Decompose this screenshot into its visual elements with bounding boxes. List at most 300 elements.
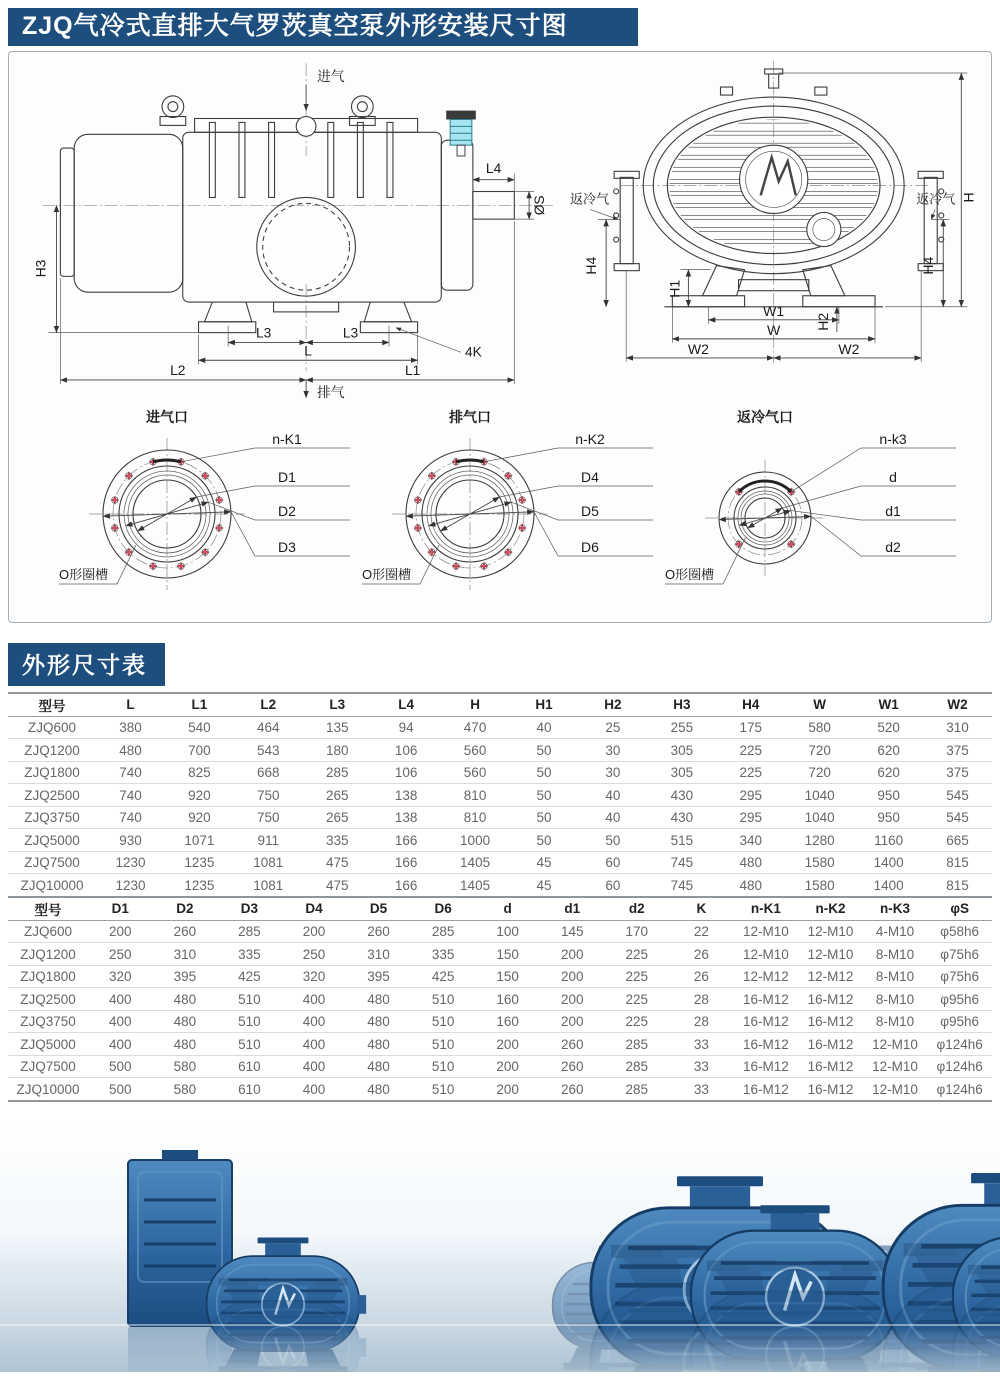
- value-cell: 620: [877, 765, 900, 780]
- value-cell: 310: [946, 720, 969, 735]
- flange-dim-label: D2: [278, 502, 296, 519]
- table-row: [8, 1078, 992, 1101]
- column-header: d: [503, 901, 512, 917]
- value-cell: 395: [367, 969, 390, 984]
- table-row: [8, 806, 992, 829]
- value-cell: 33: [693, 1036, 709, 1052]
- value-cell: 260: [560, 1036, 584, 1052]
- value-cell: 295: [739, 787, 763, 803]
- model-cell: ZJQ3750: [20, 1014, 76, 1029]
- flange-dim-label: D5: [581, 502, 599, 519]
- pump-body-outline: [60, 96, 514, 333]
- value-cell: 225: [739, 765, 763, 780]
- value-cell: 1405: [460, 855, 491, 870]
- column-header: H2: [604, 697, 622, 713]
- dim-label-l2: L2: [170, 361, 186, 378]
- value-cell: 166: [394, 877, 418, 893]
- flange-groove-label: O形圈槽: [362, 566, 412, 582]
- value-cell: 150: [496, 969, 519, 984]
- value-cell: 580: [808, 720, 831, 735]
- value-cell: 285: [238, 924, 261, 939]
- value-cell: 825: [188, 765, 211, 780]
- breather-valve: [446, 110, 476, 155]
- value-cell: 745: [670, 855, 694, 870]
- value-cell: 8-M10: [875, 946, 915, 962]
- column-header: D2: [176, 901, 194, 917]
- model-cell: ZJQ1800: [20, 969, 76, 984]
- value-cell: 200: [560, 991, 584, 1007]
- column-header: H1: [535, 697, 553, 713]
- value-cell: 375: [946, 742, 969, 758]
- value-cell: 920: [188, 787, 211, 803]
- value-cell: 400: [302, 1081, 326, 1097]
- flange-dim-label: D3: [278, 538, 296, 555]
- value-cell: 145: [560, 924, 584, 939]
- value-cell: 200: [560, 1014, 584, 1029]
- dim-label-h: H: [959, 192, 976, 203]
- model-cell: ZJQ5000: [20, 1036, 76, 1052]
- column-header: K: [696, 901, 707, 917]
- page-title: ZJQ气冷式直排大气罗茨真空泵外形安装尺寸图: [8, 8, 638, 46]
- flange-detail-exhaust: [358, 406, 658, 598]
- value-cell: 12-M10: [872, 1081, 918, 1097]
- value-cell: 285: [625, 1081, 649, 1097]
- value-cell: 138: [394, 810, 418, 825]
- value-cell: 16-M12: [743, 991, 789, 1007]
- value-cell: 16-M12: [743, 1059, 789, 1074]
- value-cell: 8-M10: [875, 969, 915, 984]
- dimension-table-2: [8, 898, 992, 1102]
- value-cell: 250: [109, 946, 132, 962]
- value-cell: 1580: [804, 855, 835, 870]
- dim-label-w2-left: W2: [687, 340, 709, 357]
- column-header: d2: [628, 901, 645, 917]
- value-cell: 950: [877, 787, 900, 803]
- value-cell: 665: [946, 832, 969, 848]
- bolt-hole-marker: [519, 524, 526, 531]
- bolt-hole-marker: [414, 524, 421, 531]
- value-cell: 620: [877, 742, 900, 758]
- value-cell: 200: [560, 969, 584, 984]
- section-title: 外形尺寸表: [8, 643, 165, 686]
- column-header: L3: [329, 697, 346, 713]
- value-cell: 106: [394, 742, 418, 758]
- side-exhaust-label: 排气: [316, 383, 345, 400]
- value-cell: 260: [367, 924, 390, 939]
- value-cell: 480: [367, 1014, 390, 1029]
- value-cell: 25: [605, 720, 621, 735]
- value-cell: 510: [238, 991, 261, 1007]
- column-header: n-K2: [815, 901, 846, 917]
- value-cell: 4-M10: [875, 924, 915, 939]
- bolt-hole-marker: [111, 524, 118, 531]
- table-row: [8, 988, 992, 1011]
- value-cell: 12-M10: [807, 924, 854, 939]
- value-cell: 26: [693, 946, 709, 962]
- value-cell: 750: [257, 810, 280, 825]
- value-cell: 545: [946, 787, 969, 803]
- value-cell: 750: [257, 787, 280, 803]
- flange-dim-label: d1: [885, 502, 901, 519]
- value-cell: 425: [431, 969, 455, 984]
- return-air-label-right: 返冷气: [915, 191, 955, 207]
- value-cell: 740: [119, 810, 142, 825]
- flange-detail-intake: [55, 406, 355, 598]
- value-cell: 400: [302, 1036, 326, 1052]
- value-cell: 335: [238, 946, 261, 962]
- dim-label-w: W: [766, 321, 780, 338]
- value-cell: 12-M10: [743, 924, 789, 939]
- value-cell: 40: [605, 810, 621, 825]
- value-cell: 225: [625, 991, 649, 1007]
- value-cell: 400: [302, 1059, 326, 1074]
- value-cell: 16-M12: [807, 1014, 854, 1029]
- return-air-label-left: 返冷气: [569, 191, 609, 207]
- value-cell: 16-M12: [807, 991, 854, 1007]
- value-cell: 12-M10: [807, 946, 854, 962]
- value-cell: 400: [109, 991, 132, 1007]
- value-cell: 260: [173, 924, 197, 939]
- model-cell: ZJQ10000: [16, 1081, 80, 1097]
- value-cell: 265: [325, 810, 349, 825]
- value-cell: 33: [693, 1081, 709, 1097]
- value-cell: 60: [605, 855, 621, 870]
- value-cell: 500: [109, 1081, 132, 1097]
- value-cell: 225: [625, 969, 649, 984]
- value-cell: 400: [109, 1014, 132, 1029]
- value-cell: 610: [238, 1081, 261, 1097]
- floor-fade: [0, 1326, 1000, 1372]
- value-cell: 810: [463, 810, 487, 825]
- flange-title: 排气口: [449, 408, 491, 425]
- value-cell: 16-M12: [807, 1081, 854, 1097]
- column-header: H4: [742, 697, 760, 713]
- model-cell: ZJQ1200: [24, 742, 80, 758]
- value-cell: 320: [302, 969, 326, 984]
- value-cell: 138: [394, 787, 418, 803]
- value-cell: 400: [302, 991, 326, 1007]
- model-cell: ZJQ7500: [24, 855, 80, 870]
- value-cell: φ58h6: [940, 924, 980, 939]
- value-cell: 94: [398, 720, 414, 735]
- value-cell: 464: [257, 720, 280, 735]
- value-cell: 500: [109, 1059, 132, 1074]
- value-cell: 480: [119, 742, 142, 758]
- value-cell: 475: [325, 855, 349, 870]
- table-row: [8, 943, 992, 966]
- column-header: D5: [369, 901, 388, 917]
- value-cell: 810: [463, 787, 487, 803]
- value-cell: 380: [119, 720, 142, 735]
- value-cell: 305: [670, 765, 694, 780]
- value-cell: 950: [877, 810, 900, 825]
- value-cell: 815: [946, 855, 969, 870]
- model-cell: ZJQ2500: [20, 991, 76, 1007]
- brand-logo-circle: [739, 145, 807, 213]
- value-cell: 200: [496, 1059, 519, 1074]
- bolt-hole-marker: [149, 562, 156, 569]
- value-cell: 40: [605, 787, 621, 803]
- value-cell: 255: [670, 720, 694, 735]
- flange-bolt-label: n-K2: [575, 430, 605, 447]
- value-cell: 160: [496, 991, 519, 1007]
- value-cell: 12-M10: [872, 1036, 918, 1052]
- value-cell: 1230: [115, 855, 146, 870]
- value-cell: 50: [536, 832, 552, 848]
- value-cell: 200: [496, 1081, 519, 1097]
- value-cell: 1081: [253, 855, 284, 870]
- value-cell: 510: [431, 1014, 455, 1029]
- flange-title: 进气口: [146, 408, 188, 425]
- value-cell: 395: [173, 969, 197, 984]
- model-cell: ZJQ1200: [20, 946, 76, 962]
- table-row: [8, 1010, 992, 1033]
- intake-port: [296, 116, 316, 136]
- table-row: [8, 1055, 992, 1078]
- value-cell: 480: [173, 1014, 197, 1029]
- value-cell: 1235: [184, 877, 215, 893]
- value-cell: 295: [739, 810, 763, 825]
- value-cell: 305: [670, 742, 694, 758]
- value-cell: 200: [560, 946, 584, 962]
- value-cell: 520: [877, 720, 900, 735]
- value-cell: 45: [536, 855, 552, 870]
- flange-dim-label: D4: [581, 468, 599, 485]
- value-cell: 106: [394, 765, 418, 780]
- value-cell: 50: [536, 787, 552, 803]
- column-header: H: [470, 697, 480, 713]
- value-cell: 540: [188, 720, 211, 735]
- value-cell: φ124h6: [936, 1036, 983, 1052]
- dim-label-h3: H3: [32, 259, 49, 278]
- value-cell: 930: [119, 832, 142, 848]
- value-cell: 50: [536, 810, 552, 825]
- value-cell: 22: [693, 924, 709, 939]
- value-cell: 430: [670, 787, 694, 803]
- model-cell: ZJQ7500: [20, 1059, 76, 1074]
- value-cell: 480: [367, 1059, 390, 1074]
- value-cell: 16-M12: [743, 1081, 789, 1097]
- value-cell: 8-M10: [875, 1014, 915, 1029]
- value-cell: 310: [367, 946, 390, 962]
- value-cell: 510: [238, 1014, 261, 1029]
- table-row: [8, 1033, 992, 1056]
- table-row: [8, 784, 992, 807]
- value-cell: 30: [605, 742, 621, 758]
- value-cell: 1280: [804, 832, 835, 848]
- value-cell: 160: [496, 1014, 519, 1029]
- value-cell: 400: [302, 1014, 326, 1029]
- value-cell: 12-M12: [743, 969, 789, 984]
- value-cell: 1000: [460, 832, 491, 848]
- value-cell: 720: [808, 742, 831, 758]
- value-cell: 1040: [804, 810, 835, 825]
- model-cell: ZJQ5000: [24, 832, 80, 848]
- column-header: W: [813, 697, 827, 713]
- value-cell: 200: [496, 1036, 519, 1052]
- model-cell: ZJQ3750: [24, 810, 80, 825]
- column-header: n-K1: [750, 901, 781, 917]
- value-cell: 100: [496, 924, 519, 939]
- value-cell: 1235: [184, 855, 215, 870]
- value-cell: 720: [808, 765, 831, 780]
- value-cell: 740: [119, 787, 142, 803]
- flange-detail-return-air: [661, 406, 961, 598]
- column-header: L: [126, 697, 135, 713]
- value-cell: 50: [536, 742, 552, 758]
- value-cell: 510: [238, 1036, 261, 1052]
- value-cell: 40: [536, 720, 552, 735]
- value-cell: 543: [257, 742, 280, 758]
- bolt-hole-marker: [452, 562, 459, 569]
- dim-label-h4-left: H4: [582, 256, 599, 275]
- dim-label-l3-left: L3: [255, 324, 272, 341]
- product-photo-render: [0, 1116, 1000, 1372]
- flange-dim-label: d2: [885, 538, 901, 555]
- value-cell: 1071: [184, 832, 215, 848]
- drawing-panel: [8, 51, 992, 623]
- value-cell: 580: [173, 1081, 197, 1097]
- value-cell: 1405: [460, 877, 491, 893]
- table-row: [8, 829, 992, 852]
- value-cell: 610: [238, 1059, 261, 1074]
- flange-bolt-label: n-K1: [272, 430, 302, 447]
- column-header: 型号: [38, 698, 66, 714]
- column-header: L1: [191, 697, 208, 713]
- value-cell: 260: [560, 1081, 584, 1097]
- value-cell: 911: [257, 832, 280, 848]
- value-cell: 335: [431, 946, 455, 962]
- value-cell: 26: [693, 969, 709, 984]
- value-cell: 745: [670, 877, 694, 893]
- value-cell: 510: [431, 1081, 455, 1097]
- bolt-hole-marker: [216, 524, 223, 531]
- column-header: D3: [240, 901, 259, 917]
- value-cell: 1400: [873, 877, 904, 893]
- value-cell: 475: [325, 877, 349, 893]
- value-cell: 166: [394, 855, 418, 870]
- value-cell: φ124h6: [936, 1059, 983, 1074]
- dim-label-w1: W1: [762, 302, 784, 319]
- value-cell: 310: [173, 946, 197, 962]
- dimension-table-1: [8, 692, 992, 898]
- value-cell: 250: [302, 946, 326, 962]
- value-cell: 50: [605, 832, 621, 848]
- table-row: [8, 920, 992, 943]
- value-cell: 510: [431, 1059, 455, 1074]
- column-header: D4: [305, 901, 323, 917]
- dim-label-shaft-dia: ØS: [530, 195, 547, 216]
- value-cell: 28: [693, 1014, 709, 1029]
- bolt-hole-marker: [519, 496, 526, 503]
- bolt-hole-marker: [414, 496, 421, 503]
- bolt-hole-marker: [177, 562, 184, 569]
- value-cell: 12-M10: [743, 946, 789, 962]
- value-cell: 480: [367, 1081, 390, 1097]
- flange-title: 返冷气口: [737, 408, 793, 425]
- column-header: 型号: [34, 902, 62, 918]
- model-cell: ZJQ10000: [20, 877, 84, 893]
- flange-dim-label: D1: [278, 468, 296, 485]
- column-header: n-K3: [880, 901, 911, 917]
- value-cell: 16-M12: [807, 1036, 854, 1052]
- value-cell: φ75h6: [940, 969, 980, 984]
- bolt-hole-marker: [480, 562, 487, 569]
- value-cell: 175: [739, 720, 763, 735]
- value-cell: 480: [173, 991, 197, 1007]
- flange-dim-label: D6: [581, 538, 599, 555]
- value-cell: 12-M10: [872, 1059, 918, 1074]
- value-cell: 225: [739, 742, 763, 758]
- side-view-drawing: [15, 56, 568, 404]
- value-cell: 150: [496, 946, 519, 962]
- value-cell: 33: [693, 1059, 709, 1074]
- value-cell: 1230: [115, 877, 146, 893]
- column-header: D1: [111, 901, 129, 917]
- value-cell: 480: [173, 1036, 197, 1052]
- dim-label-4k: 4K: [464, 343, 482, 360]
- value-cell: 580: [173, 1059, 197, 1074]
- value-cell: 510: [431, 991, 455, 1007]
- dim-label-h1: H1: [665, 279, 682, 298]
- model-cell: ZJQ2500: [24, 787, 80, 803]
- value-cell: 45: [536, 877, 552, 893]
- dim-label-h2: H2: [814, 312, 831, 331]
- value-cell: 16-M12: [743, 1036, 789, 1052]
- model-cell: ZJQ600: [27, 720, 77, 735]
- value-cell: 1400: [873, 855, 904, 870]
- value-cell: 180: [325, 742, 349, 758]
- value-cell: 1160: [874, 832, 904, 848]
- value-cell: 430: [670, 810, 694, 825]
- value-cell: 285: [625, 1059, 649, 1074]
- value-cell: 170: [625, 924, 649, 939]
- value-cell: 470: [463, 720, 487, 735]
- value-cell: 480: [739, 855, 763, 870]
- value-cell: 285: [625, 1036, 649, 1052]
- dim-label-h4-right: H4: [919, 256, 936, 275]
- end-view-drawing: [568, 56, 989, 391]
- bolt-hole-marker: [111, 496, 118, 503]
- value-cell: 510: [431, 1036, 455, 1052]
- value-cell: φ95h6: [940, 991, 980, 1007]
- value-cell: 16-M12: [807, 1059, 854, 1074]
- value-cell: 166: [394, 832, 418, 848]
- value-cell: 480: [367, 991, 390, 1007]
- column-header: φS: [950, 901, 969, 917]
- value-cell: 1040: [804, 787, 835, 803]
- value-cell: 28: [693, 991, 709, 1007]
- value-cell: 480: [367, 1036, 390, 1052]
- value-cell: 375: [946, 765, 969, 780]
- value-cell: 515: [670, 832, 694, 848]
- value-cell: 700: [188, 742, 211, 758]
- value-cell: 285: [325, 765, 349, 780]
- floor-highlight: [0, 1324, 1000, 1326]
- dim-label-w2-right: W2: [838, 340, 860, 357]
- value-cell: 480: [739, 877, 763, 893]
- model-cell: ZJQ1800: [24, 765, 80, 780]
- value-cell: 225: [625, 946, 649, 962]
- table-row: [8, 851, 992, 874]
- value-cell: 1580: [804, 877, 835, 893]
- flange-bolt-label: n-k3: [879, 430, 907, 447]
- product-photo: [0, 1116, 1000, 1372]
- side-intake-label: 进气: [316, 67, 345, 84]
- value-cell: 30: [605, 765, 621, 780]
- column-header: H3: [673, 697, 691, 713]
- value-cell: 50: [536, 765, 552, 780]
